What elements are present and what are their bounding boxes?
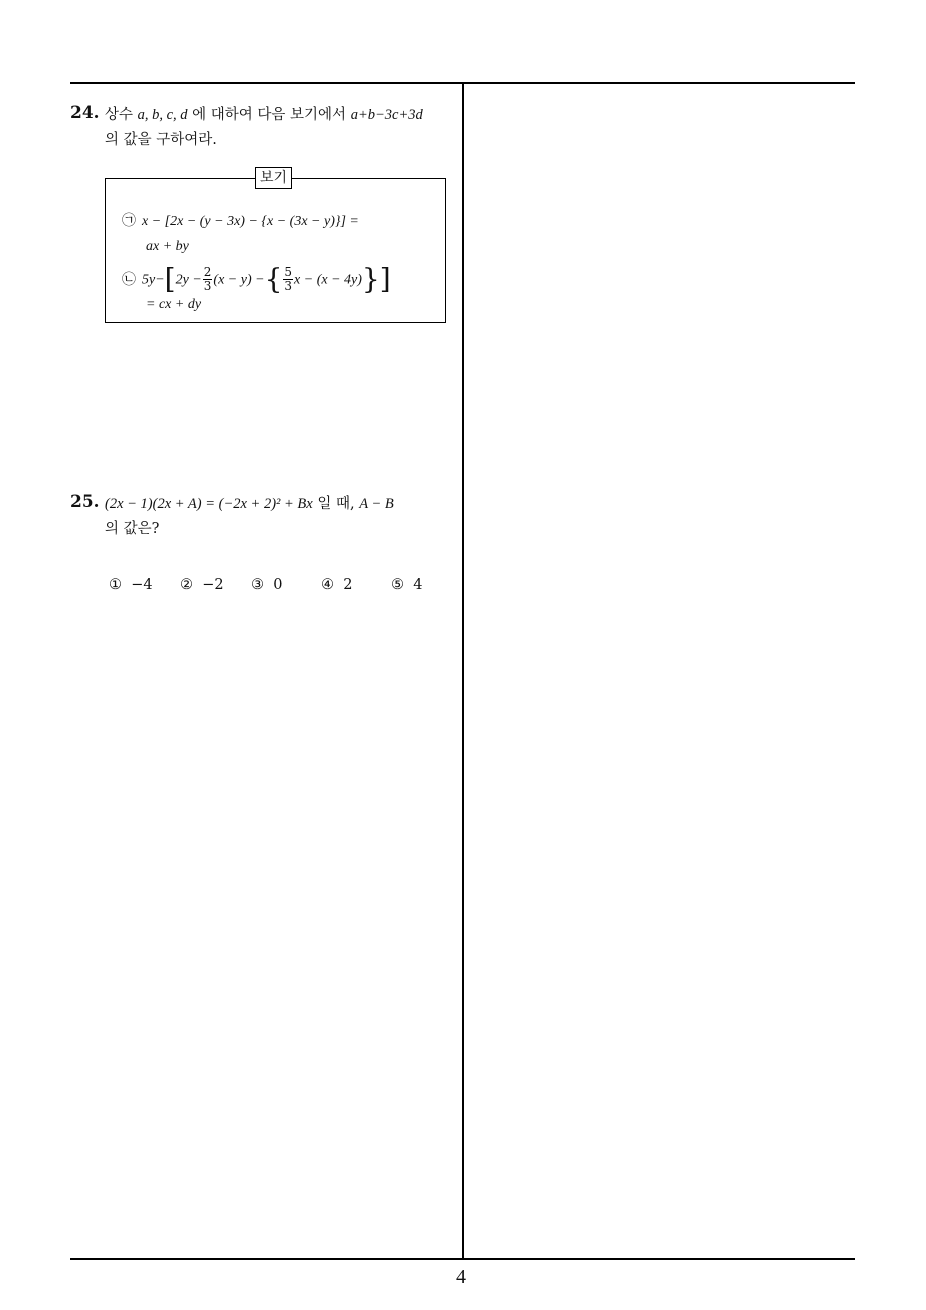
choice-3-marker: ③: [251, 577, 264, 593]
q24-text-b: 에 대하여 다음 보기에서: [187, 107, 351, 123]
q25-target: A − B: [359, 496, 394, 512]
q25-text: 일 때,: [312, 496, 360, 512]
q24-text-a: 상수: [105, 107, 138, 123]
question-25-line2: 의 값은?: [105, 521, 160, 537]
choice-1[interactable]: [109, 577, 153, 593]
choice-3-value: 0: [273, 577, 283, 593]
item-2-part-b: 2y −: [175, 272, 202, 288]
bottom-rule: [70, 1258, 855, 1260]
column-divider: [462, 82, 464, 1259]
choice-5-value: 4: [413, 577, 423, 593]
choice-2[interactable]: [180, 577, 224, 593]
q25-equation: (2x − 1)(2x + A) = (−2x + 2)² + Bx: [105, 496, 313, 512]
choice-2-marker: ②: [180, 577, 193, 593]
item-2-part-d: x − (x − 4y): [294, 272, 362, 288]
choice-1-marker: ①: [109, 577, 122, 593]
q24-expression: a+b−3c+3d: [350, 107, 423, 123]
fraction-2-numerator: 5: [284, 265, 293, 279]
bogi-title: 보기: [255, 167, 292, 189]
choice-1-value: −4: [131, 577, 153, 593]
fraction-2-denominator: 3: [284, 279, 293, 293]
fraction-1-numerator: 2: [203, 265, 212, 279]
q24-vars: a, b, c, d: [137, 107, 188, 123]
question-25-line1: [105, 494, 394, 514]
bogi-item-1-continuation: ax + by: [146, 239, 189, 254]
bogi-item-2-continuation: = cx + dy: [146, 297, 202, 312]
question-24-number: 24.: [70, 103, 100, 123]
bogi-item-2: [122, 262, 391, 296]
fraction-five-thirds: [283, 266, 293, 293]
item-2-part-c: (x − y) −: [213, 272, 265, 288]
right-bracket-glyph: ]: [379, 262, 391, 296]
item-1-marker: ㉠: [122, 213, 136, 229]
fraction-two-thirds: [203, 266, 213, 293]
right-brace-glyph: }: [361, 262, 380, 296]
choice-4-value: 2: [343, 577, 353, 593]
bogi-item-1: [122, 211, 359, 232]
choice-4[interactable]: [321, 577, 352, 593]
choice-4-marker: ④: [321, 577, 334, 593]
left-bracket-glyph: [: [164, 262, 176, 296]
question-24-line2: 의 값을 구하여라.: [105, 132, 217, 148]
item-2-part-a: 5y−: [142, 272, 165, 288]
left-brace-glyph: {: [264, 262, 283, 296]
item-1-expression: x − [2x − (y − 3x) − {x − (3x − y)}] =: [142, 214, 359, 229]
choice-2-value: −2: [202, 577, 224, 593]
item-2-marker: ㉡: [122, 271, 136, 288]
page-number: 4: [456, 1266, 466, 1288]
choice-3[interactable]: [251, 577, 282, 593]
choice-5[interactable]: [391, 577, 422, 593]
choice-5-marker: ⑤: [391, 577, 404, 593]
question-25-number: 25.: [70, 492, 100, 512]
question-24-line1: [105, 105, 423, 125]
fraction-1-denominator: 3: [203, 279, 212, 293]
